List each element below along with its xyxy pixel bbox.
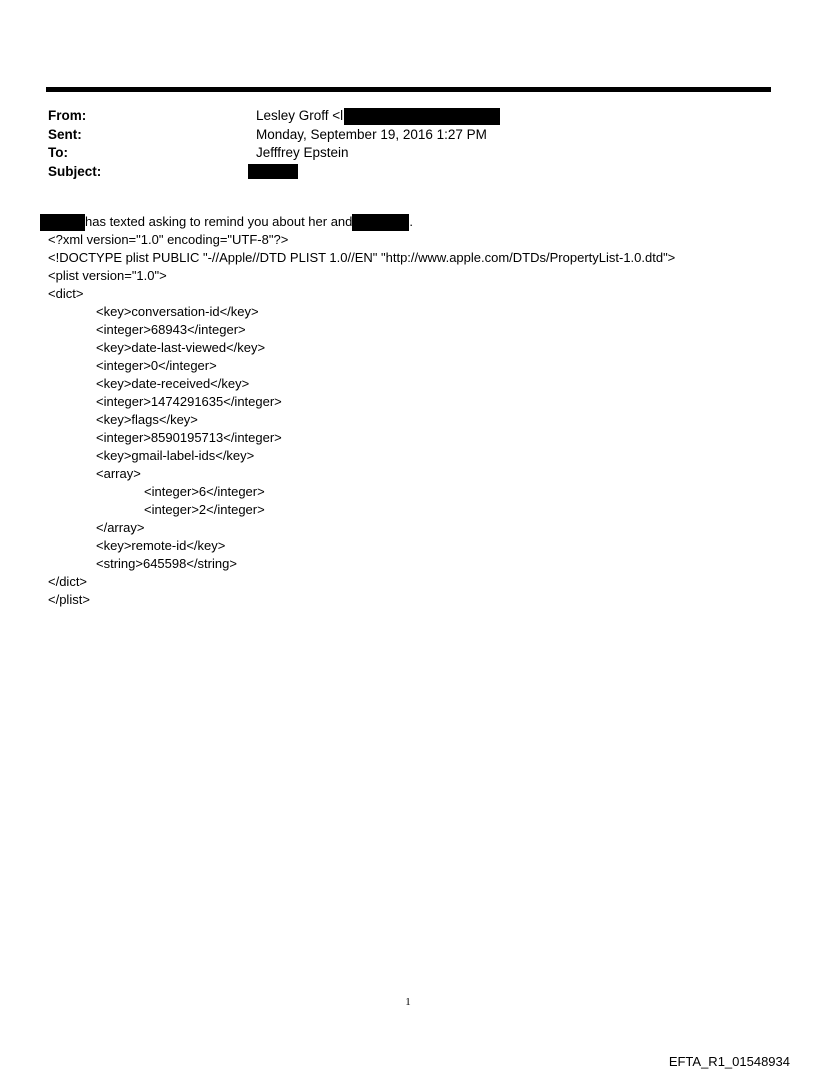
redaction-block [344, 108, 500, 125]
code-line: </array> [96, 520, 145, 535]
to-value: Jefffrey Epstein [256, 145, 349, 160]
from-value [256, 107, 500, 126]
redaction-block [352, 214, 409, 231]
code-line: <!DOCTYPE plist PUBLIC "-//Apple//DTD PLIST 1.0//EN" "http://www.apple.com/DTDs/PropertyList-1.0.dtd"> [48, 250, 676, 265]
code-line: <integer>1474291635</integer> [96, 394, 282, 409]
code-line: </plist> [48, 592, 90, 607]
code-line: <integer>8590195713</integer> [96, 430, 282, 445]
code-line: <key>flags</key> [96, 412, 198, 427]
code-line: </dict> [48, 574, 88, 589]
plist-code [48, 231, 788, 609]
code-line: <string>645598</string> [96, 556, 237, 571]
document-id: EFTA_R1_01548934 [668, 1054, 790, 1069]
code-line: <integer>0</integer> [96, 358, 217, 373]
subject-value [248, 163, 298, 182]
code-line: <dict> [48, 286, 84, 301]
code-line: <key>remote-id</key> [96, 538, 226, 553]
code-line: <array> [96, 466, 141, 481]
subject-row [48, 163, 748, 182]
code-line: <?xml version="1.0" encoding="UTF-8"?> [48, 232, 289, 247]
intro-text: has texted asking to remind you about her and [85, 214, 353, 229]
redaction-block [248, 164, 298, 179]
code-line: <key>gmail-label-ids</key> [96, 448, 255, 463]
sent-value: Monday, September 19, 2016 1:27 PM [256, 126, 487, 142]
sent-row [48, 126, 748, 145]
email-body [48, 213, 788, 609]
code-line: <key>conversation-id</key> [96, 304, 259, 319]
code-line: <plist version="1.0"> [48, 268, 167, 283]
header-rule [46, 87, 771, 92]
to-label: To: [48, 145, 68, 160]
email-header [48, 107, 748, 181]
intro-line [40, 213, 788, 231]
from-label: From: [48, 108, 87, 123]
intro-end: . [409, 214, 414, 229]
code-line: <key>date-received</key> [96, 376, 250, 391]
subject-label: Subject: [48, 163, 102, 179]
to-row [48, 144, 748, 163]
from-name: Lesley Groff <l [256, 108, 344, 123]
from-row [48, 107, 748, 126]
page-number: 1 [405, 996, 411, 1008]
sent-label: Sent: [48, 126, 82, 142]
redaction-block [40, 214, 85, 231]
code-line: <integer>68943</integer> [96, 322, 246, 337]
code-line: <integer>2</integer> [144, 502, 265, 517]
code-line: <integer>6</integer> [144, 484, 265, 499]
code-line: <key>date-last-viewed</key> [96, 340, 266, 355]
